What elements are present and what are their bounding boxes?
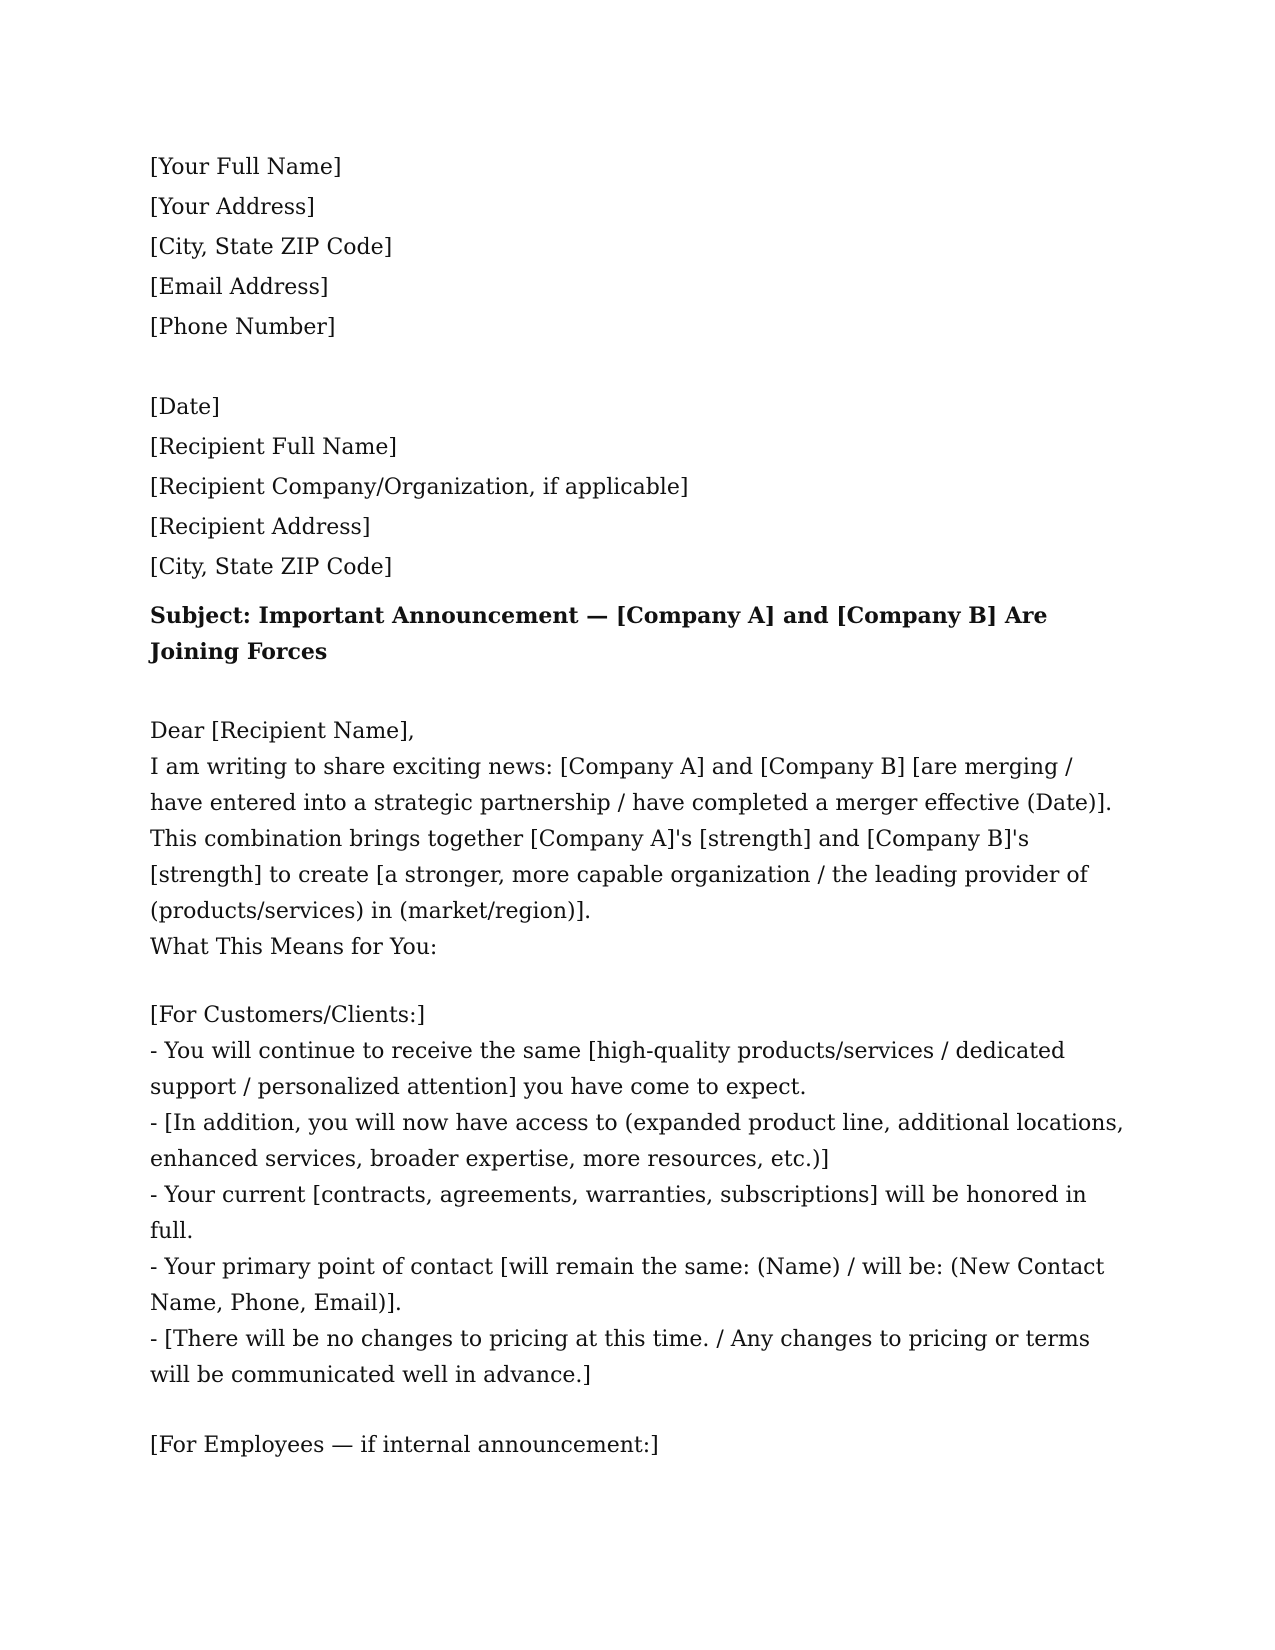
subject-line: Subject: Important Announcement — [Company A] and [Company B] Are Joining Forces bbox=[150, 603, 1048, 665]
recipient-address: [Recipient Address] bbox=[150, 515, 371, 540]
list-item: - Your primary point of contact [will remain the same: (Name) / will be: (New Contact Name, Phone, Email)]. bbox=[150, 1255, 1105, 1316]
spacer bbox=[150, 670, 1130, 714]
customers-heading: [For Customers/Clients:] bbox=[150, 1003, 426, 1028]
sender-email: [Email Address] bbox=[150, 275, 329, 300]
recipient-company: [Recipient Company/Organization, if applicable] bbox=[150, 475, 689, 500]
letter-date: [Date] bbox=[150, 395, 220, 420]
list-item: - [There will be no changes to pricing at this time. / Any changes to pricing or terms will be communicated well in advance.] bbox=[150, 1327, 1090, 1388]
recipient-full-name: [Recipient Full Name] bbox=[150, 435, 397, 460]
employees-heading: [For Employees — if internal announcement:] bbox=[150, 1433, 659, 1458]
spacer bbox=[150, 1394, 1130, 1428]
letter-body bbox=[150, 148, 1130, 1464]
recipient-city-state-zip: [City, State ZIP Code] bbox=[150, 555, 393, 580]
sender-block bbox=[150, 148, 1130, 348]
salutation: Dear [Recipient Name], bbox=[150, 719, 415, 744]
sender-address: [Your Address] bbox=[150, 195, 315, 220]
recipient-block bbox=[150, 428, 1130, 588]
what-this-means-heading: What This Means for You: bbox=[150, 935, 438, 960]
sender-full-name: [Your Full Name] bbox=[150, 155, 342, 180]
customers-section bbox=[150, 998, 1130, 1394]
list-item: - You will continue to receive the same [high-quality products/services / dedicated support / personalized attention] you have come to expect. bbox=[150, 1039, 1066, 1100]
spacer bbox=[150, 966, 1130, 998]
sender-phone: [Phone Number] bbox=[150, 315, 336, 340]
sender-city-state-zip: [City, State ZIP Code] bbox=[150, 235, 393, 260]
intro-paragraph: I am writing to share exciting news: [Company A] and [Company B] [are merging / have entered into a strategic partnership / have completed a merger effective (Date)]. This combination brings together [Company A]'s [strength] and [Company B]'s [strength] to create [a stronger, more capable organization / the leading provider of (products/services) in (market/region)]. bbox=[150, 755, 1113, 924]
list-item: - Your current [contracts, agreements, warranties, subscriptions] will be honored in full. bbox=[150, 1183, 1087, 1244]
spacer bbox=[150, 348, 1130, 388]
list-item: - [In addition, you will now have access to (expanded product line, additional locations, enhanced services, broader expertise, more resources, etc.)] bbox=[150, 1111, 1124, 1172]
